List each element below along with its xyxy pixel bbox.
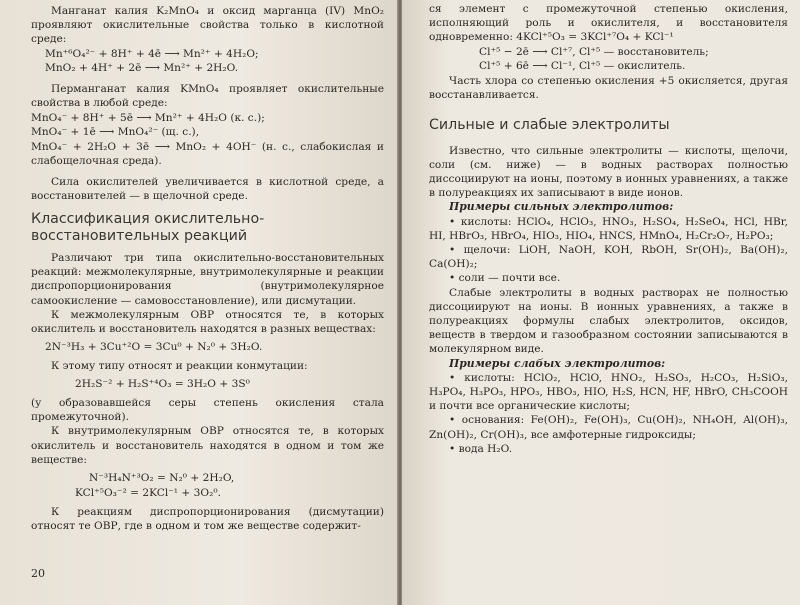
paragraph: К этому типу относят и реакции конмутации:: [51, 360, 308, 373]
list-item: • вода H₂O.: [449, 442, 513, 455]
paragraph: Слабые электролиты в водных растворах не полностью диссоциируют на ионы. В ионных уравнениях, а также в полуреакциях формулы слабых электролитов, оксидов, веществ в твердом и газообразном состоянии записываются в молекулярном виде.: [429, 286, 788, 356]
paragraph: Часть хлора со степенью окисления +5 окисляется, другая восстанавливается.: [429, 75, 788, 102]
list-item: • соли — почти все.: [449, 272, 561, 285]
list-item: • основания: Fe(OH)₂, Fe(OH)₃, Cu(OH)₂, NH₄OH, Al(OH)₃, Zn(OH)₂, Cr(OH)₃, все амфотерные гидроксиды;: [429, 414, 788, 441]
paragraph: Перманганат калия KMnO₄ проявляет окислительные свойства в любой среде:: [31, 83, 384, 110]
paragraph: К межмолекулярным ОВР относятся те, в которых окислитель и восстановитель находятся в разных веществах:: [31, 308, 384, 336]
paragraph: Сила окислителей увеличивается в кислотной среде, а восстановителей — в щелочной среде.: [31, 175, 384, 202]
right-page: [402, 0, 800, 605]
page-number: 20: [31, 567, 45, 580]
left-page: [0, 0, 398, 605]
list-item: • щелочи: LiOH, NaOH, KOH, RbOH, Sr(OH)₂, Ba(OH)₂, Ca(OH)₂;: [429, 244, 788, 271]
equation: MnO₄⁻ + 2H₂O + 3ē ⟶ MnO₂ + 4OH⁻ (н. с., слабокислая и слабощелочная среда).: [31, 141, 384, 168]
equation: Cl⁺⁵ − 2ē ⟶ Cl⁺⁷, Cl⁺⁵ — восстановитель;: [479, 45, 709, 58]
equation: MnO₄⁻ + 8H⁺ + 5ē ⟶ Mn²⁺ + 4H₂O (к. с.);: [31, 111, 265, 124]
equation: 2H₂S⁻² + H₂S⁺⁴O₃ = 3H₂O + 3S⁰: [75, 378, 250, 391]
equation: MnO₄⁻ + 1ē ⟶ MnO₄²⁻ (щ. с.),: [31, 126, 200, 139]
subheading: Примеры сильных электролитов:: [449, 200, 674, 214]
section-heading: Классификация окислительно-восстановительных реакций: [31, 211, 265, 245]
equation: KCl⁺⁵O₃⁻² = 2KCl⁻¹ + 3O₂⁰.: [75, 486, 221, 499]
paragraph: Различают три типа окислительно-восстановительных реакций: межмолекулярные, внутримолекулярные и реакции диспропорционирования (внутримолекулярное самоокисление — самовосстановление), или дисмутации.: [31, 252, 384, 307]
subheading: Примеры слабых электролитов:: [449, 356, 666, 370]
paragraph: (у образовавшейся серы степень окисления стала промежуточной).: [31, 397, 384, 424]
paragraph: К реакциям диспропорционирования (дисмутации) относят те ОВР, где в одном и том же веществе содержит-: [31, 505, 384, 532]
list-item: • кислоты: HClO₄, HClO₃, HNO₃, H₂SO₄, H₂SeO₄, HCl, HBr, HI, HBrO₃, HBrO₄, HIO₃, HIO₄, HNCS, HMnO₄, H₂Cr₂O₇, H₂PO₃;: [429, 215, 788, 242]
paragraph: К внутримолекулярным ОВР относятся те, в которых окислитель и восстановитель находятся в одном и том же веществе:: [31, 425, 384, 466]
equation: Cl⁺⁵ + 6ē ⟶ Cl⁻¹, Cl⁺⁵ — окислитель.: [479, 60, 686, 73]
equation: 2N⁻³H₃ + 3Cu⁺²O = 3Cu⁰ + N₂⁰ + 3H₂O.: [45, 341, 263, 354]
equation: MnO₂ + 4H⁺ + 2ē ⟶ Mn²⁺ + 2H₂O.: [45, 62, 239, 75]
paragraph: ся элемент с промежуточной степенью окисления, исполняющий роль и окислителя, и восстановителя одновременно: 4KCl⁺⁵O₃ = 3KCl⁺⁷O₄ + KCl⁻¹: [429, 3, 788, 44]
equation: Mn⁺⁶O₄²⁻ + 8H⁺ + 4ē ⟶ Mn²⁺ + 4H₂O;: [45, 47, 259, 60]
section-heading: Сильные и слабые электролиты: [429, 116, 670, 133]
list-item: • кислоты: HClO₂, HClO, HNO₂, H₂SO₃, H₂CO₃, H₂SiO₃, H₃PO₄, H₃PO₃, HPO₃, HBO₃, HIO, H₂S, HCN, HF, HBrO, CH₃COOH и почти все органические кислоты;: [429, 371, 788, 413]
equation: N⁻³H₄N⁺³O₂ = N₂⁰ + 2H₂O,: [89, 472, 235, 485]
paragraph: Известно, что сильные электролиты — кислоты, щелочи, соли (см. ниже) — в водных растворах полностью диссоциируют на ионы, поэтому в ионных уравнениях, а также в полуреакциях их записывают в виде ионов.: [429, 144, 788, 200]
paragraph: Манганат калия K₂MnO₄ и оксид марганца (IV) MnO₂ проявляют окислительные свойства только в кислотной среде:: [31, 5, 384, 46]
